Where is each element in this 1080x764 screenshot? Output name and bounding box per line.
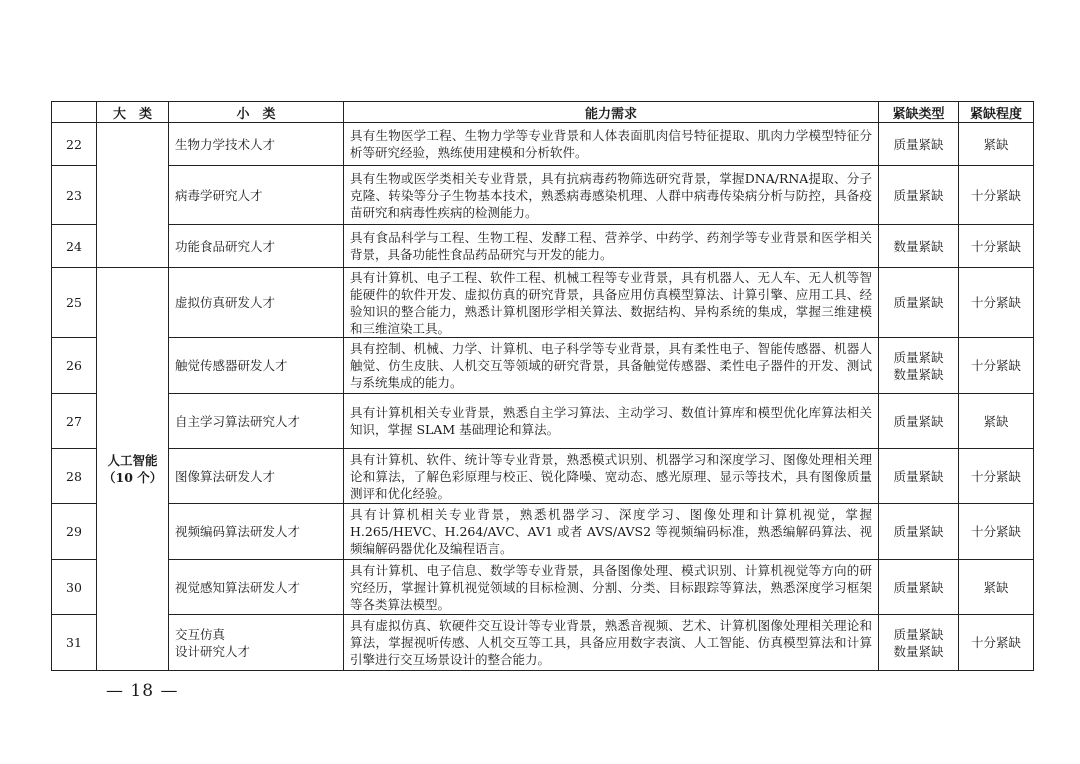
subcategory: 功能食品研究人才	[169, 225, 344, 268]
row-number: 26	[52, 338, 97, 394]
row-number: 29	[52, 504, 97, 560]
table-row	[52, 166, 1034, 225]
table-row	[52, 123, 1034, 166]
shortage-type: 质量紧缺	[879, 504, 959, 560]
row-number: 30	[52, 560, 97, 615]
subcategory: 触觉传感器研发人才	[169, 338, 344, 394]
table-row	[52, 338, 1034, 394]
shortage-degree: 十分紧缺	[959, 268, 1034, 338]
shortage-degree: 十分紧缺	[959, 166, 1034, 225]
shortage-degree: 十分紧缺	[959, 504, 1034, 560]
shortage-type-line: 质量紧缺	[893, 626, 944, 642]
table-row	[52, 504, 1034, 560]
subcategory: 病毒学研究人才	[169, 166, 344, 225]
table-row	[52, 615, 1034, 671]
row-number: 28	[52, 449, 97, 504]
header-row	[52, 102, 1034, 123]
subcategory: 生物力学技术人才	[169, 123, 344, 166]
shortage-type: 质量紧缺	[879, 123, 959, 166]
row-number: 27	[52, 394, 97, 449]
shortage-type-line: 数量紧缺	[893, 643, 944, 659]
shortage-type: 质量紧缺	[879, 394, 959, 449]
shortage-type	[879, 615, 959, 671]
requirement: 具有计算机、软件、统计等专业背景，熟悉模式识别、机器学习和深度学习、图像处理相关理论和算法，了解色彩原理与校正、锐化降噪、宽动态、感光原理、显示等技术，具有图像质量测评和优化经验。	[344, 449, 879, 504]
shortage-type	[879, 338, 959, 394]
subcategory: 图像算法研发人才	[169, 449, 344, 504]
requirement: 具有虚拟仿真、软硬件交互设计等专业背景，熟悉音视频、艺术、计算机图像处理相关理论和算法，掌握视听传感、人机交互等工具，具备应用数字表演、人工智能、仿真模型算法和计算引擎进行交互场景设计的整合能力。	[344, 615, 879, 671]
shortage-degree: 十分紧缺	[959, 225, 1034, 268]
shortage-degree: 十分紧缺	[959, 615, 1034, 671]
header-num	[52, 102, 97, 123]
shortage-type: 质量紧缺	[879, 268, 959, 338]
table-row	[52, 225, 1034, 268]
page-number: — 18 —	[106, 681, 179, 701]
header-subcategory: 小 类	[169, 102, 344, 123]
shortage-degree: 十分紧缺	[959, 338, 1034, 394]
header-shortage-type: 紧缺类型	[879, 102, 959, 123]
category-cell	[97, 268, 169, 671]
subcategory: 虚拟仿真研发人才	[169, 268, 344, 338]
row-number: 25	[52, 268, 97, 338]
category-count: （10 个）	[103, 470, 163, 485]
subcategory	[169, 615, 344, 671]
table-row	[52, 449, 1034, 504]
shortage-degree: 十分紧缺	[959, 449, 1034, 504]
header-shortage-degree: 紧缺程度	[959, 102, 1034, 123]
table-row	[52, 268, 1034, 338]
shortage-type-line: 质量紧缺	[893, 349, 944, 365]
subcategory-line: 设计研究人才	[175, 643, 251, 659]
row-number: 31	[52, 615, 97, 671]
category-name: 人工智能	[107, 453, 158, 468]
row-number: 24	[52, 225, 97, 268]
shortage-degree: 紧缺	[959, 123, 1034, 166]
shortage-degree: 紧缺	[959, 394, 1034, 449]
subcategory: 视觉感知算法研发人才	[169, 560, 344, 615]
requirement: 具有计算机相关专业背景，熟悉自主学习算法、主动学习、数值计算库和模型优化库算法相关知识，掌握 SLAM 基础理论和算法。	[344, 394, 879, 449]
row-number: 22	[52, 123, 97, 166]
shortage-type: 数量紧缺	[879, 225, 959, 268]
requirement: 具有生物或医学类相关专业背景，具有抗病毒药物筛选研究背景，掌握DNA/RNA提取、分子克隆、转染等分子生物基本技术，熟悉病毒感染机理、人群中病毒传染病分析与防控，具备疫苗研究和病毒性疾病的检测能力。	[344, 166, 879, 225]
shortage-type-line: 数量紧缺	[893, 366, 944, 382]
subcategory-line: 交互仿真	[175, 626, 226, 642]
requirement: 具有计算机、电子信息、数学等专业背景，具备图像处理、模式识别、计算机视觉等方向的研究经历，掌握计算机视觉领域的目标检测、分割、分类、目标跟踪等算法，熟悉深度学习框架等各类算法模型。	[344, 560, 879, 615]
requirement: 具有计算机相关专业背景，熟悉机器学习、深度学习、图像处理和计算机视觉，掌握H.265/HEVC、H.264/AVC、AV1 或者 AVS/AVS2 等视频编码标准，熟悉编解码算法、视频编解码器优化及编程语言。	[344, 504, 879, 560]
requirement: 具有控制、机械、力学、计算机、电子科学等专业背景，具有柔性电子、智能传感器、机器人触觉、仿生皮肤、人机交互等领域的研究背景，具备触觉传感器、柔性电子器件的开发、测试与系统集成的能力。	[344, 338, 879, 394]
header-requirement: 能力需求	[344, 102, 879, 123]
subcategory: 视频编码算法研发人才	[169, 504, 344, 560]
shortage-degree: 紧缺	[959, 560, 1034, 615]
row-number: 23	[52, 166, 97, 225]
table-row	[52, 560, 1034, 615]
shortage-type: 质量紧缺	[879, 449, 959, 504]
shortage-type: 质量紧缺	[879, 560, 959, 615]
requirement: 具有食品科学与工程、生物工程、发酵工程、营养学、中药学、药剂学等专业背景和医学相关背景，具备功能性食品药品研究与开发的能力。	[344, 225, 879, 268]
table-row	[52, 394, 1034, 449]
shortage-type: 质量紧缺	[879, 166, 959, 225]
requirement: 具有生物医学工程、生物力学等专业背景和人体表面肌肉信号特征提取、肌肉力学模型特征分析等研究经验，熟练使用建模和分析软件。	[344, 123, 879, 166]
subcategory: 自主学习算法研究人才	[169, 394, 344, 449]
requirement: 具有计算机、电子工程、软件工程、机械工程等专业背景，具有机器人、无人车、无人机等智能硬件的软件开发、虚拟仿真的研究背景，具备应用仿真模型算法、计算引擎、应用工具、经验知识的整合能力，熟悉计算机图形学相关算法、数据结构、异构系统的集成，掌握三维建模和三维渲染工具。	[344, 268, 879, 338]
header-category: 大 类	[97, 102, 169, 123]
category-cell-empty	[97, 123, 169, 268]
talent-table	[51, 101, 1034, 671]
